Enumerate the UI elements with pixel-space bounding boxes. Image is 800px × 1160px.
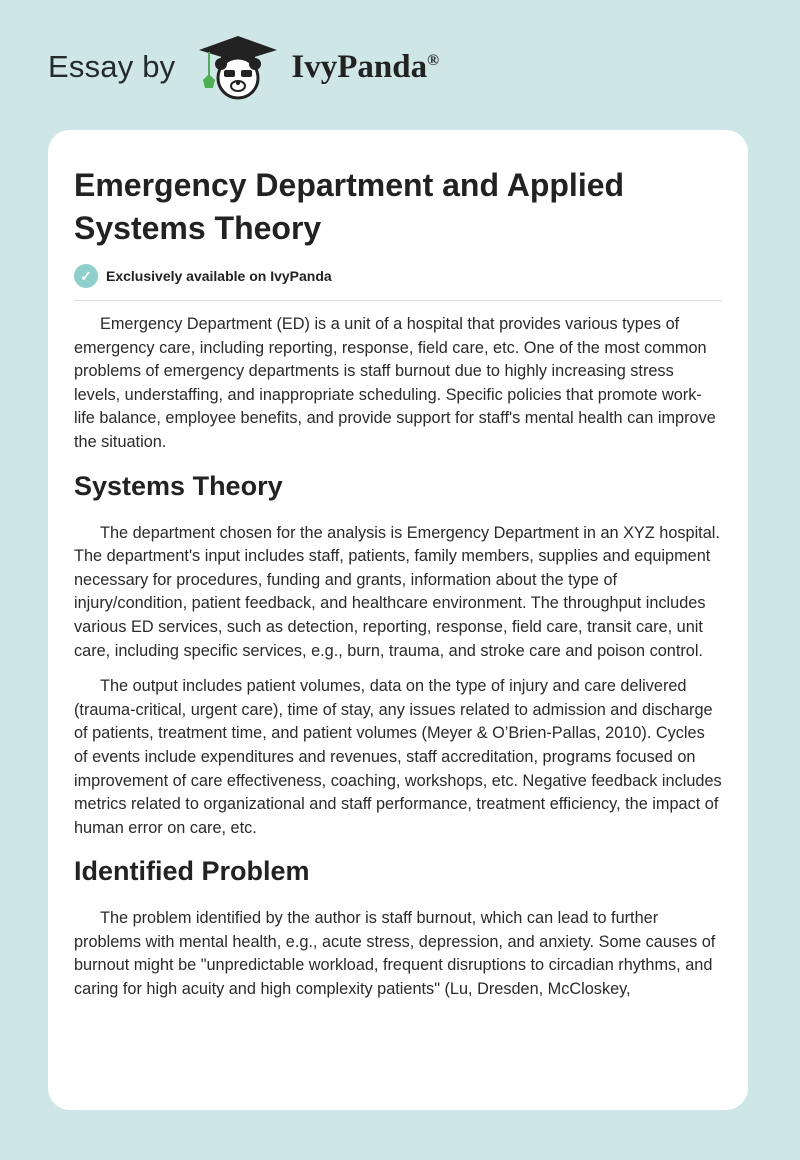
brand-name[interactable] [291,49,439,86]
badge-label: Exclusively available on IvyPanda [106,268,332,284]
exclusive-badge [74,264,722,288]
essay-by-label: Essay by [48,49,176,84]
page-title: Emergency Department and Applied Systems Theory [74,167,625,246]
divider [74,300,722,301]
paragraph: The problem identified by the author is staff burnout, which can lead to further problems with mental health, e.g., acute stress, depression, and anxiety. Some causes of burnout might be "unpredictable workload, frequent disruptions to circadian rhythms, and caring for high acuity and high complexity patients" (Lu, Dresden, McCloskey, [74,909,716,999]
registered-mark: ® [427,51,440,69]
panda-logo-icon[interactable] [193,32,283,102]
intro-paragraph: Emergency Department (ED) is a unit of a hospital that provides various types of emergency care, including reporting, response, field care, etc. One of the most common problems of emergency departments is staff burnout due to highly increasing stress levels, understaffing, and inappropriate scheduling. Specific policies that promote work-life balance, employee benefits, and provide support for staff's mental health can improve the situation. [74,315,716,451]
section-heading: Systems Theory [74,470,283,501]
paragraph: The output includes patient volumes, data on the type of injury and care delivered (trauma-critical, urgent care), time of stay, any issues related to admission and discharge of patients, treatment time, and patient volumes (Meyer & O’Brien-Pallas, 2010). Cycles of events include expenditures and revenues, staff accreditation, programs focused on improvement of care effectiveness, coaching, workshops, etc. Negative feedback includes metrics related to organizational and staff performance, treatment efficiency, the impact of human error on care, etc. [74,677,722,837]
brand-text: IvyPanda [291,48,428,85]
site-header [48,32,439,102]
paragraph: The department chosen for the analysis is Emergency Department in an XYZ hospital. The department's input includes staff, patients, family members, supplies and equipment necessary for procedures, funding and grants, information about the type of injury/condition, patient feedback, and healthcare environment. The throughput includes various ED services, such as detection, reporting, response, field care, transit care, unit care, including specific services, e.g., burn, trauma, and stroke care and poison control. [74,523,720,660]
section-heading: Identified Problem [74,856,310,887]
check-icon: ✓ [74,264,98,288]
essay-card [48,130,748,1110]
